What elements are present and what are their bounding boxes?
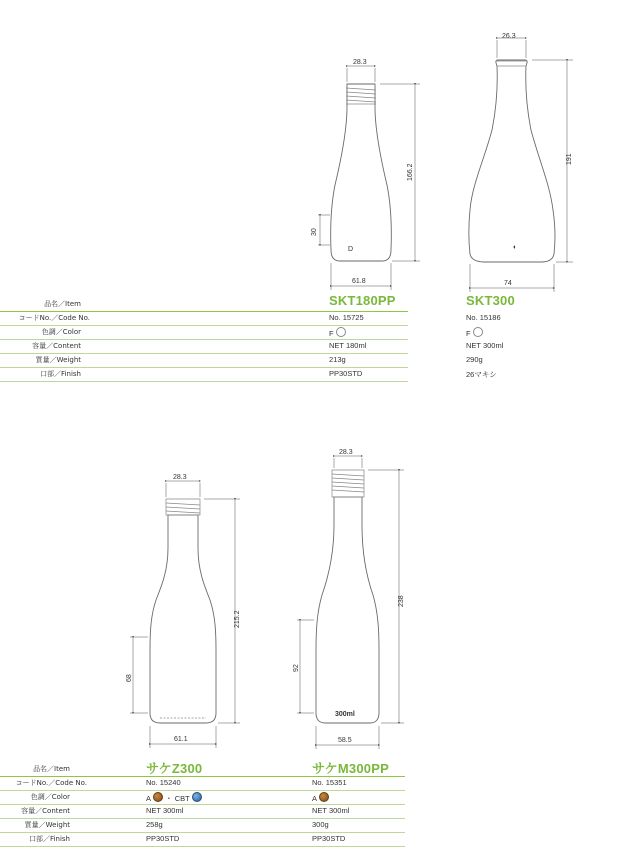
label-code: コードNo.／Code No. xyxy=(15,779,87,787)
row-color xyxy=(0,791,405,805)
label-content: 容量／Content xyxy=(21,807,70,815)
clear-swatch-icon xyxy=(336,327,346,337)
bottle-sake-m300pp xyxy=(293,449,405,749)
amber-swatch-icon xyxy=(319,792,329,802)
dim-height: 215.2 xyxy=(234,610,241,628)
spec-table-top xyxy=(0,293,515,382)
label-weight: 質量／Weight xyxy=(35,356,81,364)
dim-finish-dia: 28.3 xyxy=(353,59,367,66)
row-weight xyxy=(0,819,405,833)
label-color: 色調／Color xyxy=(30,793,70,801)
dim-finish-dia: 28.3 xyxy=(339,449,353,456)
bottle-skt300 xyxy=(469,33,573,292)
product-name: サケZ300 xyxy=(146,761,203,776)
row-finish xyxy=(0,833,405,847)
row-content xyxy=(0,340,504,354)
color-value: F xyxy=(466,327,483,338)
weight-value: 258g xyxy=(146,820,163,829)
row-color xyxy=(0,326,471,340)
row-item xyxy=(0,763,405,777)
code-value: No. 15351 xyxy=(312,778,347,787)
dim-height: 238 xyxy=(398,595,405,607)
label-weight: 質量／Weight xyxy=(24,821,70,829)
dim-finish-dia: 28.3 xyxy=(173,474,187,481)
bottle-skt180pp xyxy=(311,59,420,290)
code-value: No. 15240 xyxy=(146,778,181,787)
row-content xyxy=(0,805,405,819)
amber-swatch-icon xyxy=(153,792,163,802)
embossed-capacity: 300ml xyxy=(335,711,355,718)
row-code xyxy=(0,312,501,326)
label-finish: 口部／Finish xyxy=(29,835,70,843)
row-weight xyxy=(0,354,483,368)
finish-value: PP30STD xyxy=(329,369,363,378)
dim-shoulder: 68 xyxy=(126,674,133,682)
label-item: 品名／Item xyxy=(44,300,81,308)
spec-table-bottom xyxy=(0,763,405,847)
weight-value: 213g xyxy=(329,355,346,364)
label-finish: 口部／Finish xyxy=(40,370,81,378)
dim-body-dia: 61.8 xyxy=(352,278,366,285)
dim-height: 166.2 xyxy=(407,163,414,181)
dim-height: 191 xyxy=(566,153,573,165)
finish-value: 26マキシ xyxy=(466,370,497,379)
code-value: No. 15725 xyxy=(329,313,364,322)
dim-shoulder: 30 xyxy=(311,228,318,236)
product-name: サケM300PP xyxy=(312,761,389,776)
content-value: NET 300ml xyxy=(312,806,350,815)
svg-text:D: D xyxy=(348,246,354,253)
weight-value: 300g xyxy=(312,820,329,829)
content-value: NET 300ml xyxy=(466,341,504,350)
label-color: 色調／Color xyxy=(41,328,81,336)
label-item: 品名／Item xyxy=(33,765,70,773)
finish-value: PP30STD xyxy=(312,834,346,843)
label-content: 容量／Content xyxy=(32,342,81,350)
content-value: NET 180ml xyxy=(329,341,367,350)
svg-text:◐: ◐ xyxy=(513,244,518,251)
blue-swatch-icon xyxy=(192,792,202,802)
clear-swatch-icon xyxy=(473,327,483,337)
label-code: コードNo.／Code No. xyxy=(18,314,90,322)
finish-value: PP30STD xyxy=(146,834,180,843)
row-item xyxy=(0,293,515,312)
color-value: A xyxy=(312,792,329,803)
product-name: SKT300 xyxy=(466,293,515,308)
code-value: No. 15186 xyxy=(466,313,501,322)
dim-body-dia: 58.5 xyxy=(338,737,352,744)
dim-body-dia: 74 xyxy=(504,280,512,287)
weight-value: 290g xyxy=(466,355,483,364)
dim-body-dia: 61.1 xyxy=(174,736,188,743)
dim-shoulder: 92 xyxy=(293,664,300,672)
color-value: A ・ CBT xyxy=(146,792,202,804)
row-code xyxy=(0,777,405,791)
row-finish xyxy=(0,368,497,382)
content-value: NET 300ml xyxy=(146,806,184,815)
dim-finish-dia: 26.3 xyxy=(502,33,516,40)
bottle-sake-z300 xyxy=(126,474,241,748)
product-name: SKT180PP xyxy=(329,293,396,308)
color-value: F xyxy=(329,327,346,338)
